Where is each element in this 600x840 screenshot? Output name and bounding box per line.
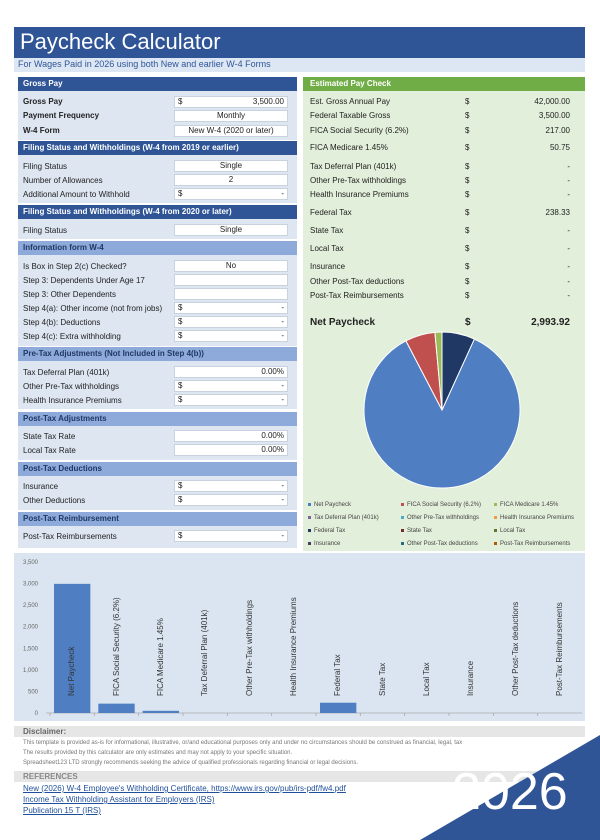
new-filing-status-value: Single	[219, 225, 243, 234]
legend-label: Federal Tax	[314, 528, 346, 534]
estimate-row-currency: $	[465, 291, 470, 300]
reference-link-pub15t[interactable]: Publication 15 T (IRS)	[23, 806, 101, 815]
payment-frequency-label: Payment Frequency	[23, 111, 100, 120]
gross-pay-label: Gross Pay	[23, 97, 63, 106]
health-premiums-label: Health Insurance Premiums	[23, 396, 122, 405]
estimate-row-currency: $	[465, 126, 470, 135]
step2c-value: No	[225, 261, 237, 270]
allowances-value: 2	[228, 175, 234, 184]
estimate-row-value: -	[567, 226, 570, 235]
estimate-row-currency: $	[465, 277, 470, 286]
estimate-row-label: Other Post-Tax deductions	[310, 277, 405, 286]
legend-label: Health Insurance Premiums	[500, 515, 575, 521]
y-tick-label: 1,500	[22, 646, 38, 653]
net-paycheck-value: 2,993.92	[531, 317, 570, 328]
estimate-row-label: Health Insurance Premiums	[310, 190, 409, 199]
disclaimer-line-3: Spreadsheet123 LTD strongly recommends seeking the advice of qualified professionals regarding financial or legal decisions.	[23, 760, 359, 766]
estimate-row-value: -	[567, 176, 570, 185]
legend-label: Insurance	[314, 541, 341, 547]
estimate-row-value: -	[567, 277, 570, 286]
estimate-row-label: Local Tax	[310, 244, 344, 253]
currency-symbol: $	[178, 531, 183, 540]
deferral-value: 0.00%	[261, 367, 284, 376]
y-tick-label: 500	[27, 689, 38, 696]
step4b-value: -	[281, 317, 284, 326]
estimate-row-currency: $	[465, 208, 470, 217]
currency-symbol: $	[178, 331, 183, 340]
payment-frequency-value: Monthly	[216, 111, 245, 120]
estimate-header: Estimated Pay Check	[303, 77, 585, 91]
new-filing-status-label: Filing Status	[23, 226, 68, 235]
x-tick-label: Tax Deferral Plan (401k)	[200, 609, 210, 696]
step4b-label: Step 4(b): Deductions	[23, 318, 101, 327]
additional-withhold-label: Additional Amount to Withhold	[23, 190, 130, 199]
reference-link-assistant[interactable]: Income Tax Withholding Assistant for Employers (IRS)	[23, 795, 215, 804]
year-label: 2026	[452, 763, 568, 821]
legend-label: Local Tax	[500, 528, 526, 534]
currency-symbol: $	[178, 495, 183, 504]
estimate-row-currency: $	[465, 143, 470, 152]
y-tick-label: 3,000	[22, 581, 38, 588]
posttax-adj-header: Post-Tax Adjustments	[18, 412, 297, 426]
new-w4-header: Filing Status and Withholdings (W-4 from 2020 or later)	[18, 205, 297, 219]
estimate-row-currency: $	[465, 162, 470, 171]
estimate-row-value: 42,000.00	[534, 97, 570, 106]
state-tax-rate-value: 0.00%	[261, 431, 284, 440]
y-tick-label: 2,500	[22, 603, 38, 610]
posttax-reimb-header: Post-Tax Reimbursement	[18, 512, 297, 526]
x-tick-label: Net Paycheck	[67, 646, 77, 696]
estimate-row-label: Tax Deferral Plan (401k)	[310, 162, 397, 171]
posttax-ded-header: Post-Tax Deductions	[18, 462, 297, 476]
other-deductions-value: -	[281, 495, 284, 504]
estimate-row-value: 3,500.00	[538, 111, 570, 120]
estimate-row-label: State Tax	[310, 226, 344, 235]
y-tick-label: 2,000	[22, 624, 38, 631]
x-tick-label: Other Post-Tax deductions	[510, 601, 520, 696]
step4c-label: Step 4(c): Extra withholding	[23, 332, 121, 341]
other-pretax-label: Other Pre-Tax withholdings	[23, 382, 120, 391]
x-tick-label: FICA Medicare 1.45%	[155, 618, 165, 696]
net-paycheck-label: Net Paycheck	[310, 317, 376, 328]
legend-label: FICA Social Security (6.2%)	[407, 502, 482, 508]
legend-label: FICA Medicare 1.45%	[500, 502, 559, 508]
step4a-value: -	[281, 303, 284, 312]
legend-label: Tax Deferral Plan (401k)	[314, 515, 379, 521]
legend-label: Other Pre-Tax withholdings	[407, 515, 480, 521]
step2c-label: Is Box in Step 2(c) Checked?	[23, 262, 127, 271]
estimate-row-value: 50.75	[549, 143, 570, 152]
insurance-label: Insurance	[23, 482, 59, 491]
legend-label: Net Paycheck	[314, 502, 352, 508]
y-tick-label: 0	[34, 711, 38, 717]
estimate-row-currency: $	[465, 111, 470, 120]
step4a-label: Step 4(a): Other income (not from jobs)	[23, 304, 163, 313]
estimate-row-value: 217.00	[545, 126, 570, 135]
gross-pay-value: 3,500.00	[252, 97, 284, 106]
estimate-row-label: Other Pre-Tax withholdings	[310, 176, 407, 185]
legend-label: State Tax	[407, 528, 432, 534]
estimate-row-currency: $	[465, 262, 470, 271]
pretax-header: Pre-Tax Adjustments (Not Included in Step 4(b))	[18, 347, 297, 361]
currency-symbol: $	[178, 481, 183, 490]
estimate-row-value: 238.33	[545, 208, 570, 217]
additional-withhold-value: -	[281, 189, 284, 198]
estimate-row-value: -	[567, 291, 570, 300]
estimate-row-label: Est. Gross Annual Pay	[310, 97, 391, 106]
legend-label: Post-Tax Reimbursements	[500, 541, 571, 547]
estimate-row-currency: $	[465, 190, 470, 199]
w4-form-value: New W-4 (2020 or later)	[188, 126, 274, 135]
step3b-label: Step 3: Other Dependents	[23, 290, 116, 299]
estimate-row-label: Federal Tax	[310, 208, 352, 217]
estimate-row-label: FICA Medicare 1.45%	[310, 143, 388, 152]
estimate-row-label: Federal Taxable Gross	[310, 111, 391, 120]
currency-symbol: $	[178, 97, 183, 106]
estimate-row-label: Post-Tax Reimbursements	[310, 291, 404, 300]
other-pretax-value: -	[281, 381, 284, 390]
reimbursements-label: Post-Tax Reimbursements	[23, 532, 117, 541]
x-tick-label: Insurance	[466, 660, 476, 696]
currency-symbol: $	[178, 381, 183, 390]
w4-form-label: W-4 Form	[23, 126, 60, 135]
info-w4-header: Information form W-4	[18, 241, 297, 255]
legend-label: Other Post-Tax deductions	[407, 541, 478, 547]
step3a-label: Step 3: Dependents Under Age 17	[23, 276, 145, 285]
deferral-label: Tax Deferral Plan (401k)	[23, 368, 110, 377]
page-title: Paycheck Calculator	[20, 29, 221, 54]
y-tick-label: 3,500	[22, 560, 38, 566]
x-tick-label: Health Insurance Premiums	[288, 597, 298, 696]
currency-symbol: $	[178, 317, 183, 326]
gross-pay-header: Gross Pay	[18, 77, 297, 91]
y-tick-label: 1,000	[22, 667, 38, 674]
x-tick-label: Local Tax	[421, 662, 431, 696]
estimate-row-value: -	[567, 244, 570, 253]
net-paycheck-currency: $	[465, 317, 471, 328]
currency-symbol: $	[178, 395, 183, 404]
estimate-row-value: -	[567, 190, 570, 199]
estimate-row-value: -	[567, 262, 570, 271]
health-premiums-value: -	[281, 395, 284, 404]
x-tick-label: Federal Tax	[333, 654, 343, 696]
local-tax-rate-value: 0.00%	[261, 445, 284, 454]
x-tick-label: Post-Tax Reimbursements	[554, 602, 564, 696]
old-w4-header: Filing Status and Withholdings (W-4 from 2019 or earlier)	[18, 141, 297, 155]
reimbursements-value: -	[281, 531, 284, 540]
currency-symbol: $	[178, 303, 183, 312]
step4c-value: -	[281, 331, 284, 340]
x-tick-label: State Tax	[377, 662, 387, 696]
x-tick-label: Other Pre-Tax withholdings	[244, 599, 254, 696]
estimate-row-currency: $	[465, 176, 470, 185]
estimate-row-currency: $	[465, 97, 470, 106]
x-tick-label: FICA Social Security (6.2%)	[111, 597, 121, 696]
disclaimer-title: Disclaimer:	[23, 727, 67, 736]
estimate-row-currency: $	[465, 226, 470, 235]
reference-link-w4[interactable]: New (2026) W-4 Employee's Withholding Certificate, https://www.irs.gov/pub/irs-pdf/fw4.pdf	[23, 784, 346, 793]
insurance-value: -	[281, 481, 284, 490]
old-filing-status-value: Single	[219, 161, 243, 170]
old-filing-status-label: Filing Status	[23, 162, 68, 171]
currency-symbol: $	[178, 189, 183, 198]
state-tax-rate-label: State Tax Rate	[23, 432, 76, 441]
estimate-row-label: FICA Social Security (6.2%)	[310, 126, 409, 135]
references-title: REFERENCES	[23, 772, 78, 781]
disclaimer-line-1: This template is provided as-is for informational, illustrative, or/and educational purposes only and under no circumstances should be construed as financial, legal, tax	[23, 740, 463, 746]
allowances-label: Number of Allowances	[23, 176, 103, 185]
other-deductions-label: Other Deductions	[23, 496, 86, 505]
estimate-row-value: -	[567, 162, 570, 171]
page-subtitle: For Wages Paid in 2026 using both New and earlier W-4 Forms	[18, 59, 271, 69]
disclaimer-line-2: The results provided by this calculator are only estimates and may not apply to your specific situation.	[23, 750, 293, 756]
estimate-row-currency: $	[465, 244, 470, 253]
estimate-row-label: Insurance	[310, 262, 346, 271]
local-tax-rate-label: Local Tax Rate	[23, 446, 76, 455]
